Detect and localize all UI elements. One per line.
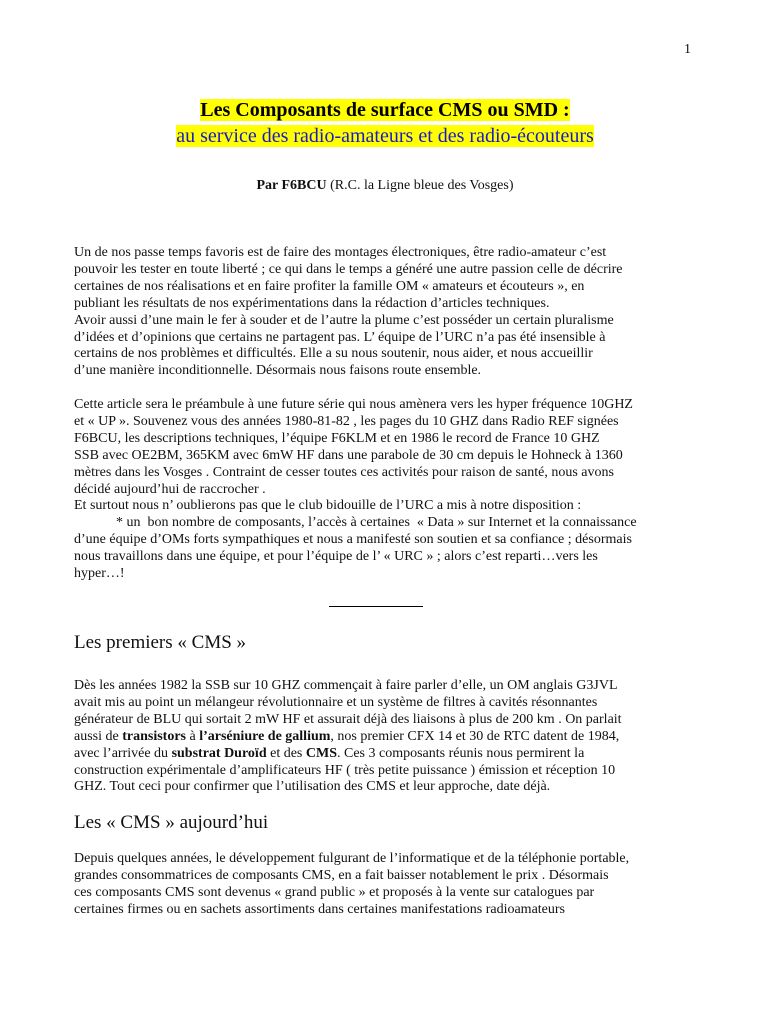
bold-term-transistors: transistors xyxy=(122,728,186,744)
text-line: Avoir aussi d’une main le fer à souder et de l’autre la plume c’est posséder un certain pluralisme xyxy=(74,312,614,328)
text-line: certaines de nos réalisations et en faire profiter la famille OM « amateurs et écouteurs », en xyxy=(74,278,585,294)
text-line xyxy=(74,729,696,746)
text-line: construction expérimentale d’amplificateurs HF ( très petite puissance ) émission et réception 10 xyxy=(74,762,616,778)
text-line: d’une équipe d’OMs forts sympathiques et nous a manifesté son soutien et sa confiance ; désormais xyxy=(74,532,632,548)
text-line: mètres dans les Vosges . Contraint de cesser toutes ces activités pour raison de santé, nous avons xyxy=(74,464,614,480)
bold-term-cms: CMS xyxy=(305,745,337,761)
text-run: et des xyxy=(266,745,306,761)
text-line: Dès les années 1982 la SSB sur 10 GHZ commençait à faire parler d’elle, un OM anglais G3JVL xyxy=(74,678,618,693)
section1-paragraph xyxy=(74,678,696,796)
byline xyxy=(74,178,696,194)
text-line: d’une manière inconditionnelle. Désormais nous faisons route ensemble. xyxy=(74,363,482,379)
text-line: Cette article sera le préambule à une future série qui nous amènera vers les hyper fréquence 10GHZ xyxy=(74,397,633,412)
text-line: certains de nos problèmes et difficultés. Elle a su nous soutenir, nous aider, et nous accueillir xyxy=(74,346,593,362)
article-paragraph xyxy=(74,397,696,583)
text-line: F6BCU, les descriptions techniques, l’équipe F6KLM et en 1986 le record de France 10 GHZ xyxy=(74,430,600,446)
separator-rule xyxy=(329,606,423,607)
text-line: pouvoir les tester en toute liberté ; ce qui dans le temps a généré une autre passion celle de décrire xyxy=(74,261,623,277)
title-line-1: Les Composants de surface CMS ou SMD : xyxy=(200,99,570,121)
bold-term-arseniure: l’arséniure de gallium xyxy=(199,728,331,744)
page-number: 1 xyxy=(684,42,691,57)
text-run: à xyxy=(186,728,200,744)
section-heading-premiers-cms: Les premiers « CMS » xyxy=(74,632,247,653)
byline-author: Par F6BCU xyxy=(256,178,327,193)
text-run: , nos premier CFX 14 et 30 de RTC datent de 1984, xyxy=(330,728,620,744)
text-line: GHZ. Tout ceci pour confirmer que l’utilisation des CMS et leur approche, date déjà. xyxy=(74,779,551,795)
text-line: d’idées et d’opinions que certains ne partagent pas. L’ équipe de l’URC n’a pas été insensible à xyxy=(74,329,606,345)
document-title xyxy=(74,98,696,150)
byline-affiliation: (R.C. la Ligne bleue des Vosges) xyxy=(326,178,514,193)
text-line: Un de nos passe temps favoris est de faire des montages électroniques, être radio-amateur c’est xyxy=(74,245,607,260)
text-run: aussi de xyxy=(74,728,123,744)
text-line: décidé aujourd’hui de raccrocher . xyxy=(74,481,266,497)
bold-term-substrat: substrat Duroïd xyxy=(171,745,267,761)
text-line: ces composants CMS sont devenus « grand public » et proposés à la vente sur catalogues par xyxy=(74,884,595,900)
title-line-2: au service des radio-amateurs et des radio-écouteurs xyxy=(176,125,594,147)
text-line: générateur de BLU qui sortait 2 mW HF et assurait déjà des liaisons à plus de 200 km . On parlait xyxy=(74,711,622,727)
text-line: hyper…! xyxy=(74,566,125,582)
text-line xyxy=(74,746,696,763)
text-line: Depuis quelques années, le développement fulgurant de l’informatique et de la téléphonie portable, xyxy=(74,851,630,866)
text-run: avec l’arrivée du xyxy=(74,745,172,761)
section2-paragraph xyxy=(74,851,696,919)
text-line: grandes consommatrices de composants CMS, en a fait baisser notablement le prix . Désormais xyxy=(74,867,609,883)
text-line: certaines firmes ou en sachets assortiments dans certaines manifestations radioamateurs xyxy=(74,901,565,917)
text-line: Et surtout nous n’ oublierons pas que le club bidouille de l’URC a mis à notre disposition : xyxy=(74,498,582,514)
text-line: publiant les résultats de nos expérimentations dans la rédaction d’articles techniques. xyxy=(74,295,550,311)
text-line: SSB avec OE2BM, 365KM avec 6mW HF dans une parabole de 30 cm depuis le Hohneck à 1360 xyxy=(74,447,623,463)
text-line: et « UP ». Souvenez vous des années 1980-81-82 , les pages du 10 GHZ dans Radio REF signées xyxy=(74,413,619,429)
text-line: avait mis au point un mélangeur révolutionnaire et un système de filtres à cavités résonnantes xyxy=(74,694,598,710)
intro-paragraph xyxy=(74,245,696,380)
section-heading-cms-aujourdhui: Les « CMS » aujourd’hui xyxy=(74,812,269,833)
text-line: * un bon nombre de composants, l’accès à certaines « Data » sur Internet et la connaissance xyxy=(74,515,637,531)
text-line: nous travaillons dans une équipe, et pour l’équipe de l’ « URC » ; alors c’est reparti…vers les xyxy=(74,549,598,565)
text-run: . Ces 3 composants réunis nous permirent la xyxy=(337,745,585,761)
